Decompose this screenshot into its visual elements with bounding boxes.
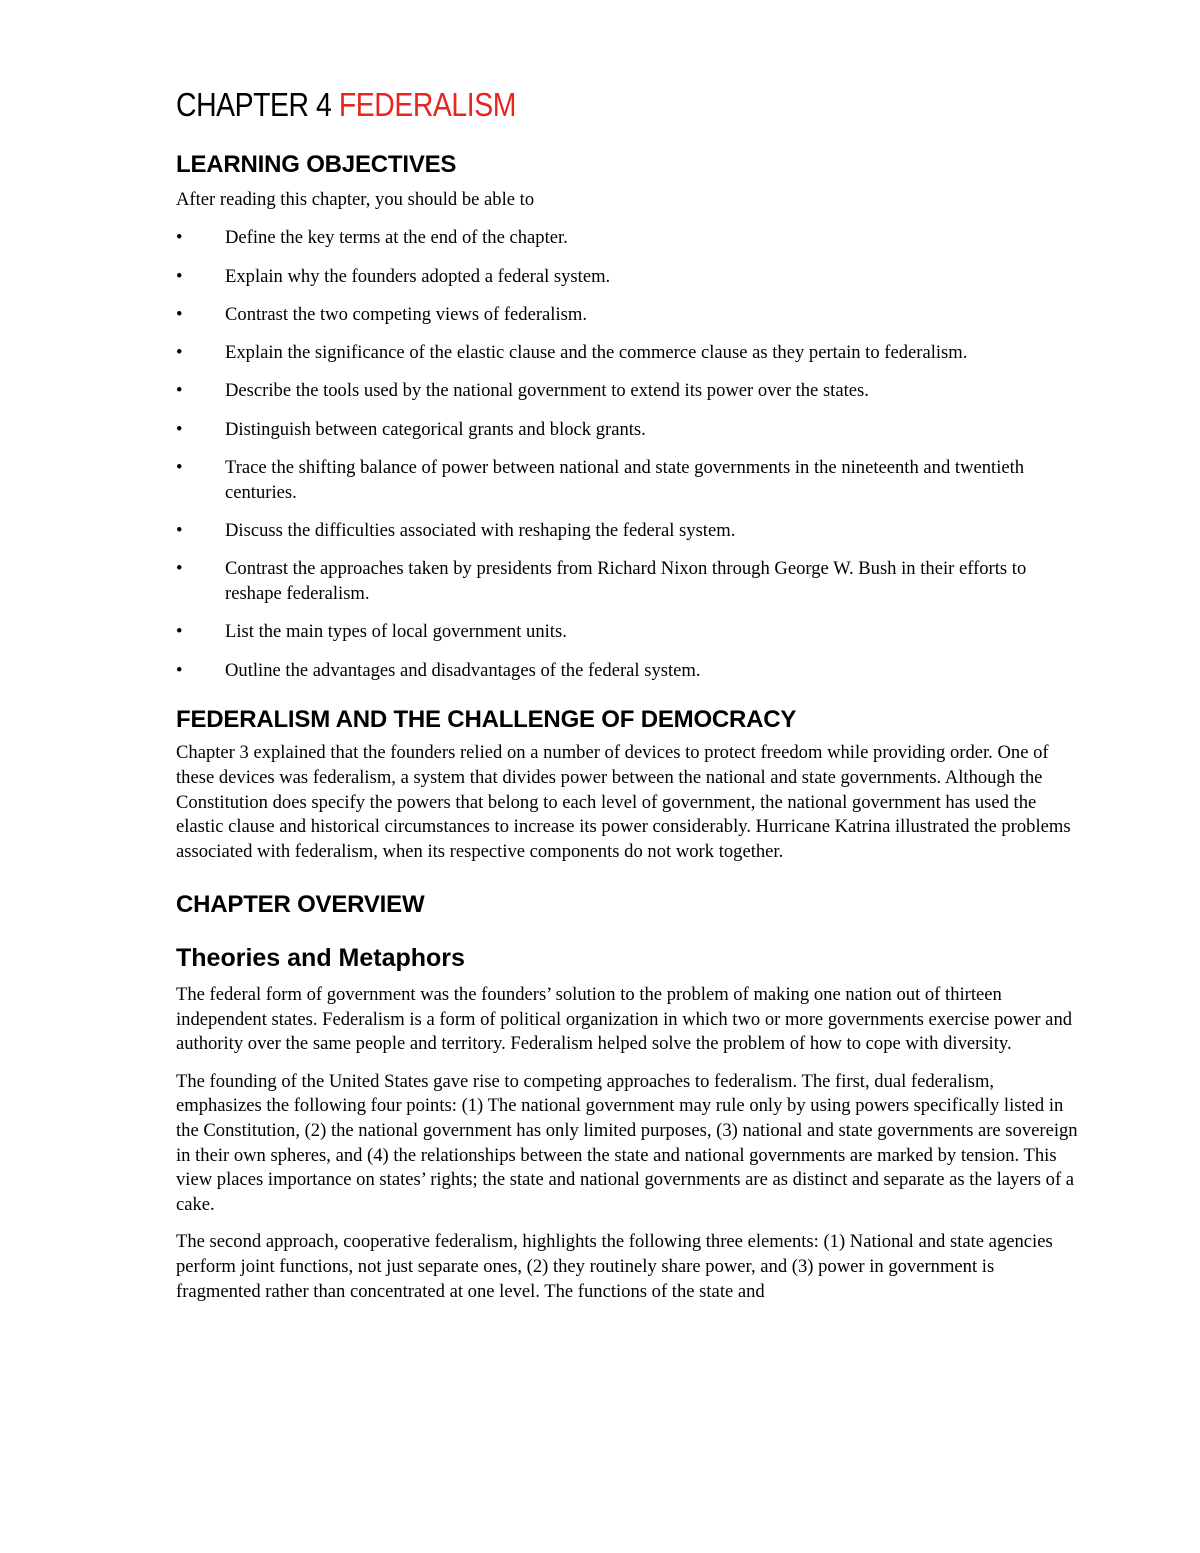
list-item [176,265,1078,290]
chapter-title [176,84,952,126]
list-item [176,456,1078,505]
bullet-icon: • [176,342,183,364]
bullet-icon: • [176,621,183,643]
overview-heading: CHAPTER OVERVIEW [176,890,425,918]
list-item-text: Trace the shifting balance of power between national and state governments in the nineteenth and twentieth centuries. [225,457,1025,503]
list-item [176,226,1078,251]
objectives-list [176,226,1078,683]
list-item [176,303,1078,328]
list-item [176,557,1078,606]
list-item [176,519,1078,544]
list-item [176,379,1078,404]
bullet-icon: • [176,558,183,580]
list-item [176,659,1078,684]
list-item-text: List the main types of local government units. [225,621,567,643]
list-item-text: Explain why the founders adopted a federal system. [225,265,611,287]
learning-objectives-heading: LEARNING OBJECTIVES [176,151,457,178]
bullet-icon: • [176,227,183,249]
list-item-text: Distinguish between categorical grants and block grants. [225,418,646,440]
list-item-text: Define the key terms at the end of the chapter. [225,227,568,249]
overview-paragraph: The founding of the United States gave rise to competing approaches to federalism. The first, dual federalism, emphasizes the following four points: (1) The national government may rule only by using powers specifically listed in the Constitution, (2) the national government has only limited purposes, (3) national and state governments are sovereign in their own spheres, and (4) the relationships between the state and national governments are marked by tension. This view places importance on states’ rights; the state and national governments are as distinct and separate as the layers of a cake. [176,1070,1078,1216]
bullet-icon: • [176,520,183,542]
overview-paragraph: The federal form of government was the founders’ solution to the problem of making one nation out of thirteen independent states. Federalism is a form of political organization in which two or more governments exercise power and authority over the same people and territory. Federalism helped solve the problem of how to cope with diversity. [176,983,1073,1055]
list-item-text: Outline the advantages and disadvantages of the federal system. [225,659,701,681]
list-item [176,418,1078,443]
list-item [176,620,1078,645]
bullet-icon: • [176,303,183,325]
objectives-intro: After reading this chapter, you should be able to [176,189,535,210]
list-item-text: Contrast the approaches taken by presidents from Richard Nixon through George W. Bush in their efforts to reshape federalism. [225,558,1027,605]
overview-paragraph: The second approach, cooperative federalism, highlights the following three elements: (1) National and state agencies perform joint functions, not just separate ones, (2) they routinely share power, and (3) power in government is fragmented rather than concentrated at one level. The functions of the state and [176,1231,1053,1302]
chapter-title-prefix: CHAPTER 4 [176,86,339,123]
bullet-icon: • [176,418,183,440]
list-item-text: Describe the tools used by the national government to extend its power over the states. [225,380,869,402]
challenge-heading: FEDERALISM AND THE CHALLENGE OF DEMOCRACY [176,706,797,734]
theories-subheading: Theories and Metaphors [176,943,465,972]
challenge-paragraph: Chapter 3 explained that the founders relied on a number of devices to protect freedom while providing order. One of these devices was federalism, a system that divides power between the national and state governments. Although the Constitution does specify the powers that belong to each level of government, the national government has used the elastic clause and historical circumstances to increase its power considerably. Hurricane Katrina illustrated the problems associated with federalism, when its respective components do not work together. [176,742,1071,863]
bullet-icon: • [176,659,183,681]
list-item [176,341,1078,366]
list-item-text: Discuss the difficulties associated with reshaping the federal system. [225,520,736,542]
document-page [176,84,1078,1304]
list-item-text: Explain the significance of the elastic clause and the commerce clause as they pertain to federalism. [225,342,968,364]
bullet-icon: • [176,457,183,479]
bullet-icon: • [176,265,183,287]
bullet-icon: • [176,380,183,402]
list-item-text: Contrast the two competing views of federalism. [225,303,587,325]
chapter-title-accent: FEDERALISM [338,86,516,123]
